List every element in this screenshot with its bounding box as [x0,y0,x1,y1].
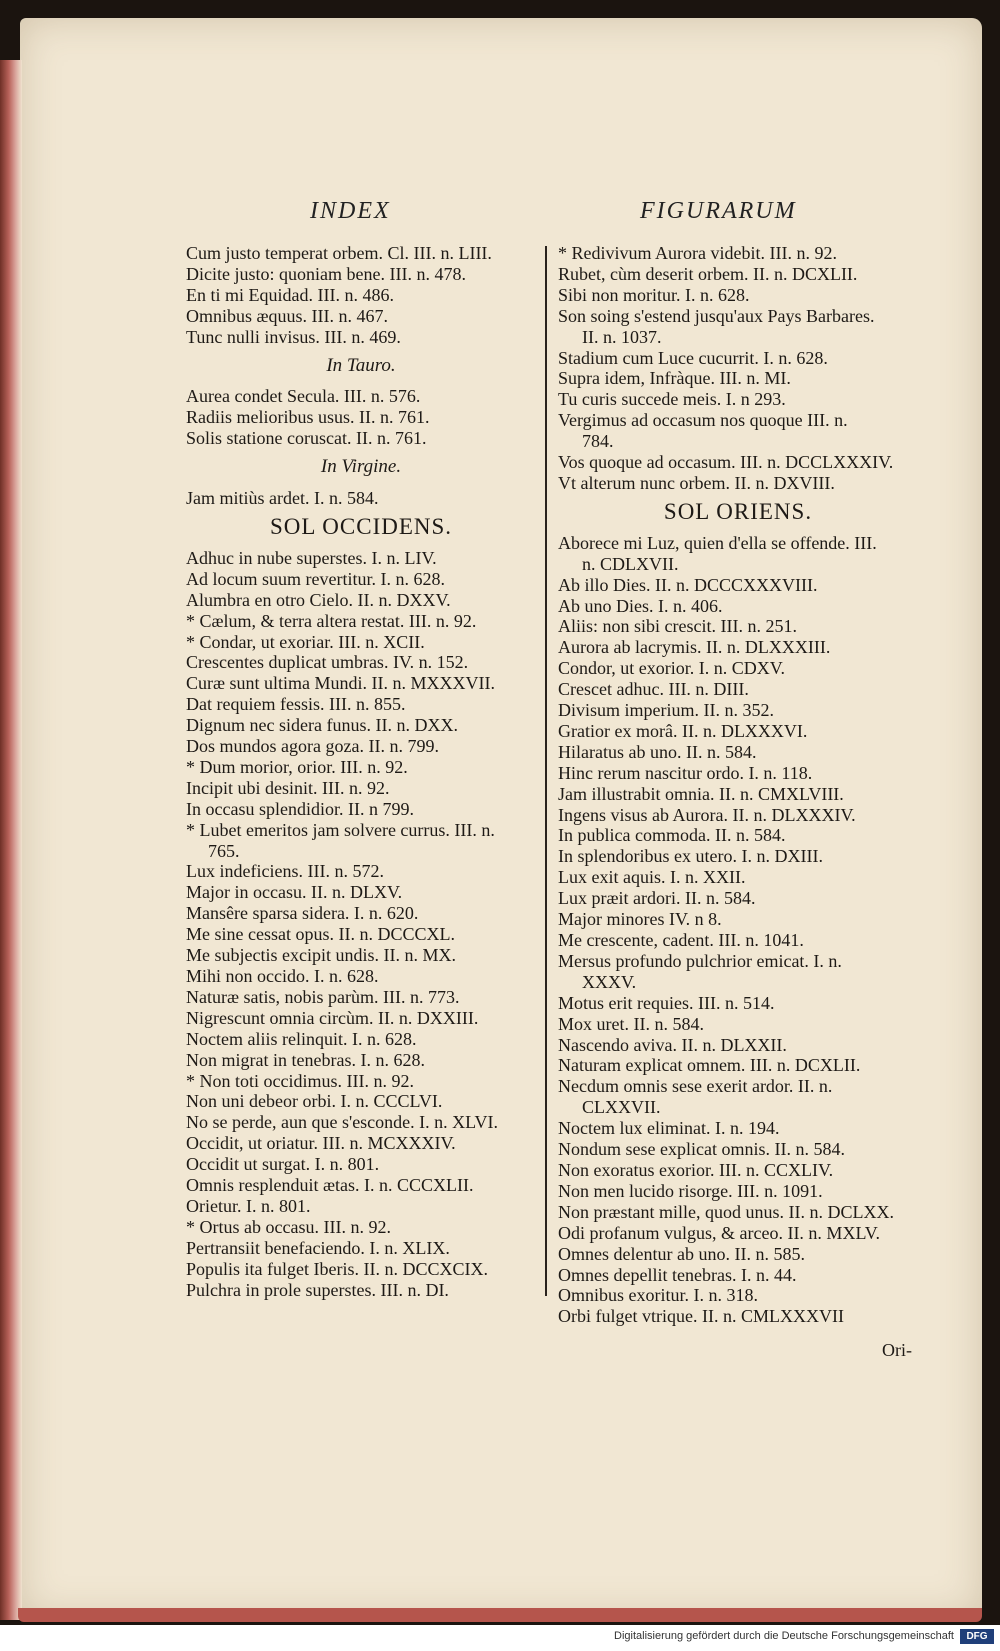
index-entry: Non uni debeor orbi. I. n. CCCLVI. [186,1091,443,1112]
index-entry: Vt alterum nunc orbem. II. n. DXVIII. [558,472,835,493]
index-column-left [186,243,536,1301]
index-entry: Motus erit requies. III. n. 514. [558,992,775,1013]
index-entry: Necdum omnis sese exerit ardor. II. n. [558,1076,833,1097]
running-head-right: FIGURARUM [640,198,797,224]
index-entry: Tunc nulli invisus. III. n. 469. [186,326,401,347]
index-entry: Alumbra en otro Cielo. II. n. DXXV. [186,589,451,610]
index-entry: Dat requiem fessis. III. n. 855. [186,694,406,715]
index-entry: No se perde, aun que s'esconde. I. n. XLVI. [186,1112,498,1133]
index-entry: Crescentes duplicat umbras. IV. n. 152. [186,652,469,673]
index-entry: Gratior ex morâ. II. n. DLXXXVI. [558,720,808,741]
index-entry: Aurora ab lacrymis. II. n. DLXXXIII. [558,637,831,658]
index-entry: Cum justo temperat orbem. Cl. III. n. LIII. [186,243,492,263]
index-entry: Lux exit aquis. I. n. XXII. [558,867,746,888]
index-entry: 765. [208,840,240,861]
index-entry: Aurea condet Secula. III. n. 576. [186,386,421,407]
index-entry: Mansêre sparsa sidera. I. n. 620. [186,903,419,924]
section-heading: SOL OCCIDENS. [269,513,453,539]
index-entry: Hinc rerum nascitur ordo. I. n. 118. [558,762,813,783]
index-entry: * Non toti occidimus. III. n. 92. [186,1070,414,1091]
index-entry: Me subjectis excipit undis. II. n. MX. [186,945,456,966]
index-entry: II. n. 1037. [582,326,662,347]
index-entry: Mihi non occido. I. n. 628. [186,966,379,986]
index-entry: Non præstant mille, quod unus. II. n. DCLXX. [558,1201,894,1222]
index-entry: Omnes delentur ab uno. II. n. 585. [558,1243,805,1264]
index-entry: Dicite justo: quoniam bene. III. n. 478. [186,263,466,284]
index-entry: Stadium cum Luce cucurrit. I. n. 628. [558,347,828,368]
index-entry: In publica commoda. II. n. 584. [558,825,786,846]
index-entry: Hilaratus ab uno. II. n. 584. [558,741,757,762]
index-entry: Nigrescunt omnia circùm. II. n. DXXIII. [186,1007,479,1028]
index-entry: Tu curis succede meis. I. n 293. [558,389,786,410]
index-entry: Ad locum suum revertitur. I. n. 628. [186,568,445,589]
index-entry: * Cælum, & terra altera restat. III. n. 92. [186,610,477,631]
index-entry: * Ortus ab occasu. III. n. 92. [186,1216,391,1237]
section-heading: SOL ORIENS. [663,498,813,524]
index-entry: Me crescente, cadent. III. n. 1041. [558,930,804,950]
index-entry: Odi profanum vulgus, & arceo. II. n. MXLV. [558,1222,880,1243]
index-entry: Curæ sunt ultima Mundi. II. n. MXXXVII. [186,673,495,694]
index-entry: Omnibus æquus. III. n. 467. [186,305,388,326]
column-rule [545,246,547,1296]
index-entry: Occidit, ut oriatur. III. n. MCXXXIV. [186,1133,456,1154]
index-entry: Non men lucido risorge. III. n. 1091. [558,1180,823,1201]
subheading: In Tauro. [326,354,396,376]
index-entry: Nondum sese explicat omnis. II. n. 584. [558,1139,845,1160]
index-entry: Noctem lux eliminat. I. n. 194. [558,1118,780,1139]
index-entry: Major in occasu. II. n. DLXV. [186,882,403,903]
index-entry: Ab illo Dies. II. n. DCCCXXXVIII. [558,574,818,595]
index-entry: Adhuc in nube superstes. I. n. LIV. [186,547,437,568]
index-entry: Naturæ satis, nobis parùm. III. n. 773. [186,986,460,1007]
index-entry: * Condar, ut exoriar. III. n. XCII. [186,631,425,652]
running-head-left: INDEX [310,198,391,224]
index-entry: Orietur. I. n. 801. [186,1195,311,1216]
footer-credit: Digitalisierung gefördert durch die Deutsche Forschungsgemeinschaft [614,1630,954,1642]
index-entry: Rubet, cùm deserit orbem. II. n. DCXLII. [558,263,858,284]
index-entry: Me sine cessat opus. II. n. DCCCXL. [186,924,455,945]
index-entry: Condor, ut exorior. I. n. CDXV. [558,658,785,679]
index-entry: Mox uret. II. n. 584. [558,1013,704,1034]
footer-bar [0,1625,1000,1651]
index-entry: Pertransiit benefaciendo. I. n. XLIX. [186,1237,450,1258]
index-entry: * Lubet emeritos jam solvere currus. III. n. [186,819,495,840]
index-entry: Ingens visus ab Aurora. II. n. DLXXXIV. [558,804,856,825]
index-entry: Lux indeficiens. III. n. 572. [186,861,384,882]
index-entry: Omnibus exoritur. I. n. 318. [558,1285,758,1306]
index-entry: Non exoratus exorior. III. n. CCXLIV. [558,1159,834,1180]
index-entry: Aborece mi Luz, quien d'ella se offende. III. [558,532,877,553]
index-entry: Supra idem, Infràque. III. n. MI. [558,368,791,389]
index-entry: Naturam explicat omnem. III. n. DCXLII. [558,1055,861,1076]
index-entry: Populis ita fulget Iberis. II. n. DCCXCIX. [186,1258,488,1279]
index-entry: 784. [582,431,614,452]
index-entry: Omnis resplenduit ætas. I. n. CCCXLII. [186,1175,474,1196]
index-entry: Mersus profundo pulchrior emicat. I. n. [558,950,842,971]
bottom-page-edge [18,1608,982,1622]
index-entry: Non migrat in tenebras. I. n. 628. [186,1049,425,1070]
index-entry: Occidit ut surgat. I. n. 801. [186,1154,380,1175]
index-entry: En ti mi Equidad. III. n. 486. [186,284,394,305]
index-entry: Aliis: non sibi crescit. III. n. 251. [558,616,797,637]
index-entry: Orbi fulget vtrique. II. n. CMLXXXVII [558,1306,844,1327]
index-entry: Solis statione coruscat. II. n. 761. [186,428,427,449]
page-edge [0,60,22,1620]
index-entry: Nascendo aviva. II. n. DLXXII. [558,1034,787,1055]
index-entry: Vos quoque ad occasum. III. n. DCCLXXXIV. [558,452,894,473]
index-entry: Ab uno Dies. I. n. 406. [558,595,723,616]
index-entry: Crescet adhuc. III. n. DIII. [558,679,749,700]
index-entry: Dignum nec sidera funus. II. n. DXX. [186,715,458,736]
subheading: In Virgine. [320,456,402,478]
index-entry: * Dum morior, orior. III. n. 92. [186,756,408,777]
index-entry: * Redivivum Aurora videbit. III. n. 92. [558,243,837,263]
index-entry: n. CDLXVII. [582,553,679,574]
index-entry: Incipit ubi desinit. III. n. 92. [186,777,390,798]
index-entry: Major minores IV. n 8. [558,909,722,930]
index-column-right [558,243,918,1327]
index-entry: Pulchra in prole superstes. III. n. DI. [186,1279,449,1300]
index-entry: Sibi non moritur. I. n. 628. [558,284,750,305]
index-entry: Lux præit ardori. II. n. 584. [558,888,756,909]
index-entry: Jam mitiùs ardet. I. n. 584. [186,488,379,509]
index-entry: In occasu splendidior. II. n 799. [186,798,414,819]
index-entry: Jam illustrabit omnia. II. n. CMXLVIII. [558,783,844,804]
index-entry: Radiis melioribus usus. II. n. 761. [186,407,430,428]
catchword: Ori- [882,1340,912,1360]
index-entry: In splendoribus ex utero. I. n. DXIII. [558,846,823,867]
index-entry: Divisum imperium. II. n. 352. [558,700,774,721]
index-entry: Dos mundos agora goza. II. n. 799. [186,736,439,757]
dfg-logo: DFG [960,1629,994,1644]
index-entry: Son soing s'estend jusqu'aux Pays Barbares. [558,305,875,326]
index-entry: CLXXVII. [582,1097,661,1118]
index-entry: Vergimus ad occasum nos quoque III. n. [558,410,848,431]
index-entry: XXXV. [582,971,637,992]
index-entry: Omnes depellit tenebras. I. n. 44. [558,1264,797,1285]
index-entry: Noctem aliis relinquit. I. n. 628. [186,1028,417,1049]
